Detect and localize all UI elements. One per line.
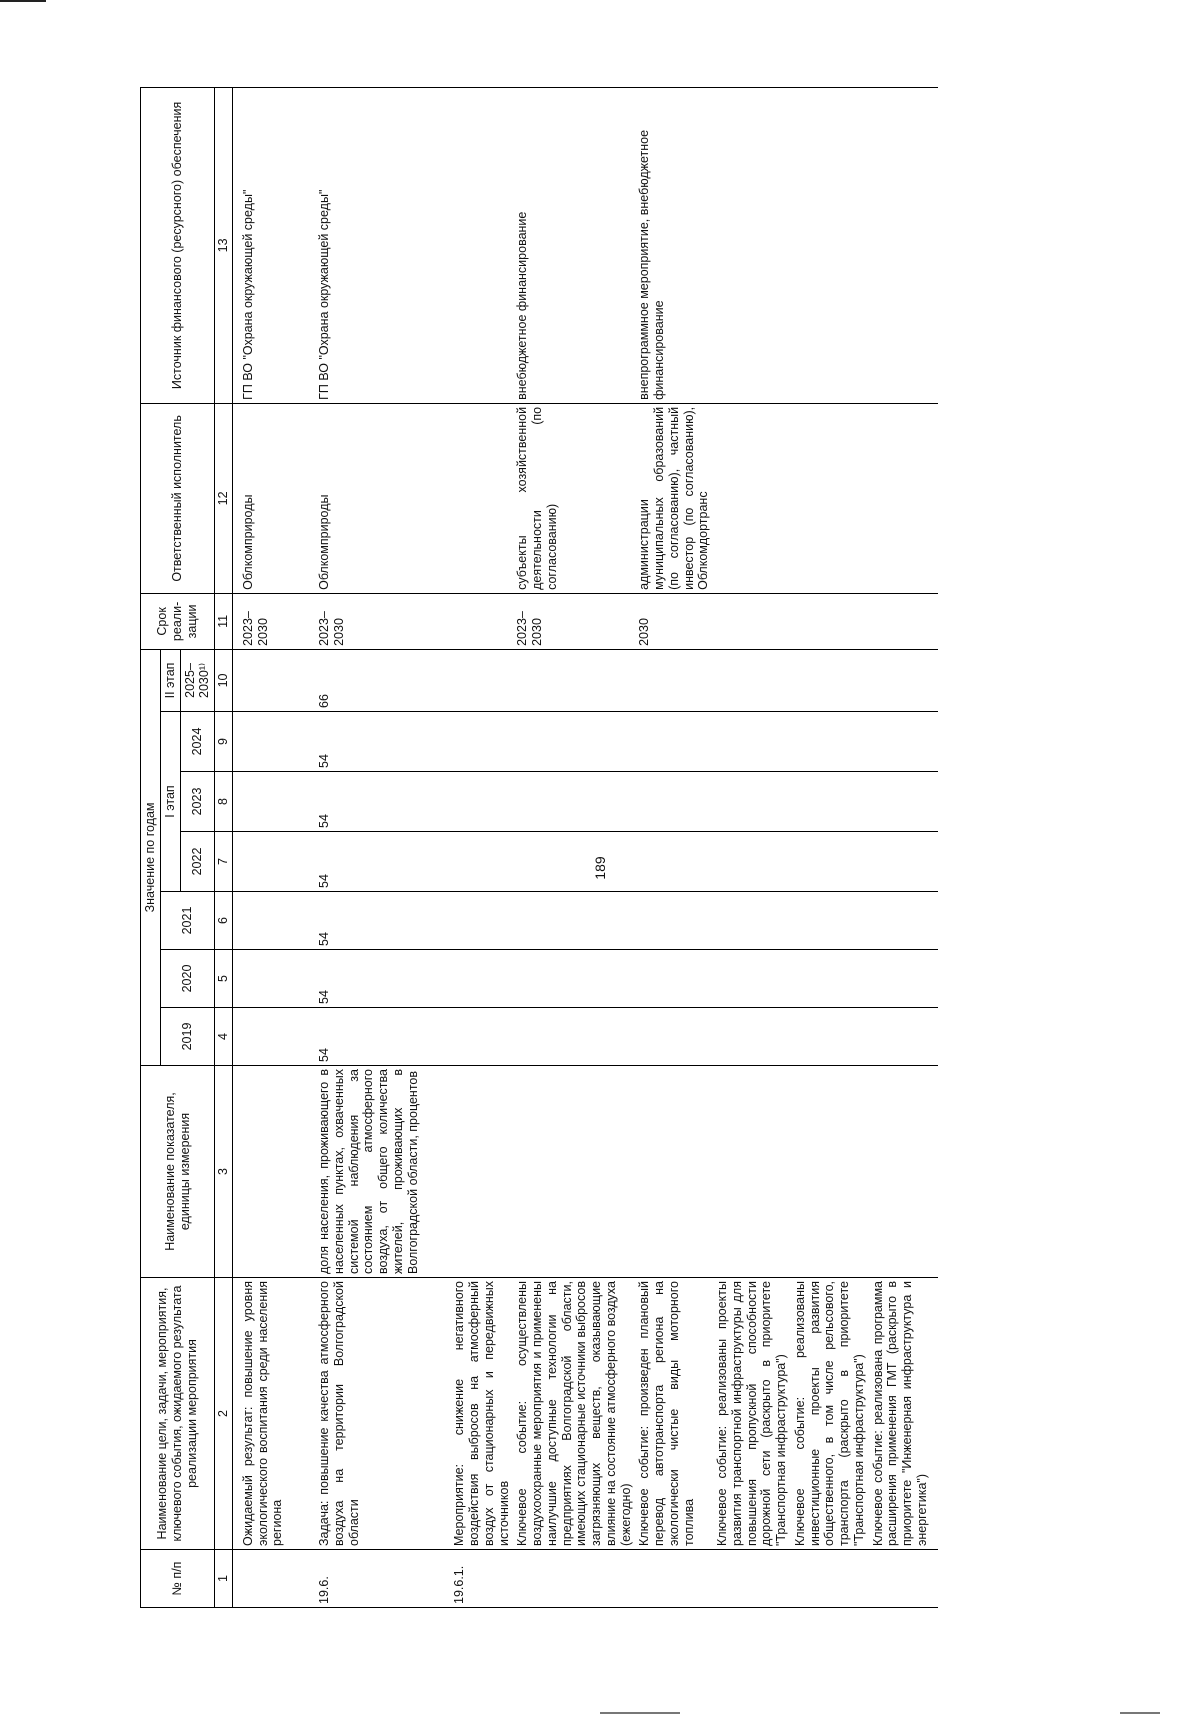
value-2022: [232, 832, 287, 892]
value-2024: [791, 712, 869, 772]
row-source: [713, 87, 791, 403]
row-source: внебюджетное финансирование: [513, 87, 635, 403]
row-number: [635, 1550, 713, 1608]
row-name: Задача: повышение качества атмосферного воздуха на территории Волгоградской области: [287, 1278, 422, 1550]
row-source: [791, 87, 869, 403]
column-number: 1: [215, 1550, 233, 1608]
value-2024: [635, 712, 713, 772]
row-name: Ожидаемый результат: повышение уровня экологического воспитания среди населения региона: [232, 1278, 287, 1550]
table-row: [232, 87, 287, 1607]
header-stage-1: I этап: [160, 712, 180, 892]
value-2023: [635, 772, 713, 832]
scan-bottom-mark: [600, 1712, 680, 1714]
row-executor: Облкомприроды: [232, 403, 287, 593]
value-2023: [791, 772, 869, 832]
row-executor: субъекты хозяйственной деятельности (по согласованию): [513, 403, 635, 593]
row-indicator: [513, 1066, 635, 1278]
row-number: [232, 1550, 287, 1608]
column-number: 11: [215, 593, 233, 649]
row-source: [869, 87, 938, 403]
value-2019: [422, 1008, 513, 1066]
value-2019: [232, 1008, 287, 1066]
header-year-2019: 2019: [160, 1008, 214, 1066]
row-indicator: [635, 1066, 713, 1278]
header-source: Источник финансового (ресурсного) обеспечения: [141, 87, 215, 403]
row-term: 2023–2030: [513, 593, 635, 649]
table-row: [791, 87, 869, 1607]
row-name: Ключевое событие: реализованы проекты развития транспортной инфраструктуры для повышения пропускной способности дорожной сети (раскрыто в приоритете "Транспортная инфраструктура"): [713, 1278, 791, 1550]
table-row: [287, 87, 422, 1607]
value-2024: [232, 712, 287, 772]
column-number: 8: [215, 772, 233, 832]
row-name: Ключевое событие: реализована программа расширения применения ГМТ (раскрыто в приоритете "Инженерная инфраструктура и энергетика"): [869, 1278, 938, 1550]
header-year-2022: 2022: [180, 832, 215, 892]
row-term: [713, 593, 791, 649]
row-number: [513, 1550, 635, 1608]
value-2023: 54: [287, 772, 422, 832]
value-2021: 54: [287, 892, 422, 950]
value-2025-2030: [422, 649, 513, 711]
header-year-2025-2030: 2025–2030¹⁾: [180, 649, 215, 711]
value-2023: [232, 772, 287, 832]
row-term: [422, 593, 513, 649]
row-indicator: [232, 1066, 287, 1278]
column-number: 6: [215, 892, 233, 950]
column-number: 9: [215, 712, 233, 772]
row-number: [869, 1550, 938, 1608]
row-source: ГП ВО "Охрана окружающей среды": [232, 87, 287, 403]
value-2022: [713, 832, 791, 892]
header-values: Значение по годам: [141, 649, 161, 1065]
header-year-2023: 2023: [180, 772, 215, 832]
column-number: 2: [215, 1278, 233, 1550]
header-year-2020: 2020: [160, 950, 214, 1008]
value-2022: [635, 832, 713, 892]
row-indicator: доля населения, проживающего в населенных пунктах, охваченных системой наблюдения за состоянием атмосферного воздуха, от общего количества жителей, проживающих в Волгоградской области, процентов: [287, 1066, 422, 1278]
value-2019: [635, 1008, 713, 1066]
table-row: [422, 87, 513, 1607]
column-number: 7: [215, 832, 233, 892]
row-executor: [869, 403, 938, 593]
row-name: Ключевое событие: произведен плановый перевод автотранспорта региона на экологически чистые виды моторного топлива: [635, 1278, 713, 1550]
table-row: [869, 87, 938, 1607]
row-executor: Облкомприроды: [287, 403, 422, 593]
value-2019: [791, 1008, 869, 1066]
column-number: 3: [215, 1066, 233, 1278]
row-executor: администрации муниципальных образований (по согласованию), частный инвестор (по согласованию), Облкомдортранс: [635, 403, 713, 593]
row-name: Ключевое событие: осуществлены воздухоохранные мероприятия и применены наилучшие доступные технологии на предприятиях Волгоградской области, имеющих стационарные источники выбросов загрязняющих веществ, оказывающие влияние на состояние атмосферного воздуха (ежегодно): [513, 1278, 635, 1550]
header-executor: Ответственный исполнитель: [141, 403, 215, 593]
value-2021: [869, 892, 938, 950]
value-2025-2030: [791, 649, 869, 711]
value-2019: [869, 1008, 938, 1066]
value-2021: [513, 892, 635, 950]
value-2021: [635, 892, 713, 950]
value-2021: [232, 892, 287, 950]
row-term: [869, 593, 938, 649]
row-source: [422, 87, 513, 403]
value-2025-2030: [232, 649, 287, 711]
column-number: 12: [215, 403, 233, 593]
page-number: 189: [592, 856, 608, 880]
row-indicator: [791, 1066, 869, 1278]
value-2024: [422, 712, 513, 772]
scan-bottom-mark: [1120, 1712, 1160, 1714]
row-number: 19.6.1.: [422, 1550, 513, 1608]
row-executor: [791, 403, 869, 593]
header-name: Наименование цели, задачи, мероприятия, ключевого события, ожидаемого результата реализации мероприятия: [141, 1278, 215, 1550]
header-stage-2: II этап: [160, 649, 180, 711]
value-2025-2030: [635, 649, 713, 711]
value-2025-2030: [713, 649, 791, 711]
column-number: 10: [215, 649, 233, 711]
value-2022: [422, 832, 513, 892]
scan-edge-mark: [0, 0, 46, 2]
column-number: 13: [215, 87, 233, 403]
value-2021: [713, 892, 791, 950]
header-year-2021: 2021: [160, 892, 214, 950]
program-table: [140, 87, 938, 1608]
header-year-2024: 2024: [180, 712, 215, 772]
value-2020: [635, 950, 713, 1008]
row-term: 2030: [635, 593, 713, 649]
row-number: [791, 1550, 869, 1608]
row-term: 2023–2030: [232, 593, 287, 649]
value-2024: [513, 712, 635, 772]
value-2020: 54: [287, 950, 422, 1008]
row-executor: [713, 403, 791, 593]
column-number-row: [215, 87, 233, 1607]
value-2020: [232, 950, 287, 1008]
row-source: ГП ВО "Охрана окружающей среды": [287, 87, 422, 403]
value-2020: [869, 950, 938, 1008]
value-2023: [713, 772, 791, 832]
value-2021: [791, 892, 869, 950]
header-indicator: Наименование показателя, единицы измерения: [141, 1066, 215, 1278]
value-2019: 54: [287, 1008, 422, 1066]
row-number: [713, 1550, 791, 1608]
value-2021: [422, 892, 513, 950]
row-number: 19.6.: [287, 1550, 422, 1608]
value-2022: [791, 832, 869, 892]
value-2020: [513, 950, 635, 1008]
row-name: Ключевое событие: реализованы инвестиционные проекты развития общественного, в том числе рельсового, транспорта (раскрыто в приоритете "Транспортная инфраструктура"): [791, 1278, 869, 1550]
value-2025-2030: [513, 649, 635, 711]
row-source: внепрограммное мероприятие, внебюджетное финансирование: [635, 87, 713, 403]
row-executor: [422, 403, 513, 593]
value-2023: [869, 772, 938, 832]
row-term: 2023–2030: [287, 593, 422, 649]
row-indicator: [869, 1066, 938, 1278]
value-2022: [869, 832, 938, 892]
value-2022: [513, 832, 635, 892]
value-2023: [422, 772, 513, 832]
column-number: 4: [215, 1008, 233, 1066]
value-2020: [422, 950, 513, 1008]
value-2025-2030: [869, 649, 938, 711]
table-row: [513, 87, 635, 1607]
row-indicator: [422, 1066, 513, 1278]
row-name: Мероприятие: снижение негативного воздействия выбросов на атмосферный воздух от стационарных и передвижных источников: [422, 1278, 513, 1550]
column-number: 5: [215, 950, 233, 1008]
value-2019: [713, 1008, 791, 1066]
value-2022: 54: [287, 832, 422, 892]
value-2020: [713, 950, 791, 1008]
value-2020: [791, 950, 869, 1008]
header-term: Срок реали-зации: [141, 593, 215, 649]
table-row: [713, 87, 791, 1607]
rotated-table-wrapper: [140, 88, 1200, 1608]
value-2024: [869, 712, 938, 772]
row-term: [791, 593, 869, 649]
value-2024: 54: [287, 712, 422, 772]
table-row: [635, 87, 713, 1607]
value-2025-2030: 66: [287, 649, 422, 711]
row-indicator: [713, 1066, 791, 1278]
value-2023: [513, 772, 635, 832]
value-2019: [513, 1008, 635, 1066]
header-num: № п/п: [141, 1550, 215, 1608]
value-2024: [713, 712, 791, 772]
